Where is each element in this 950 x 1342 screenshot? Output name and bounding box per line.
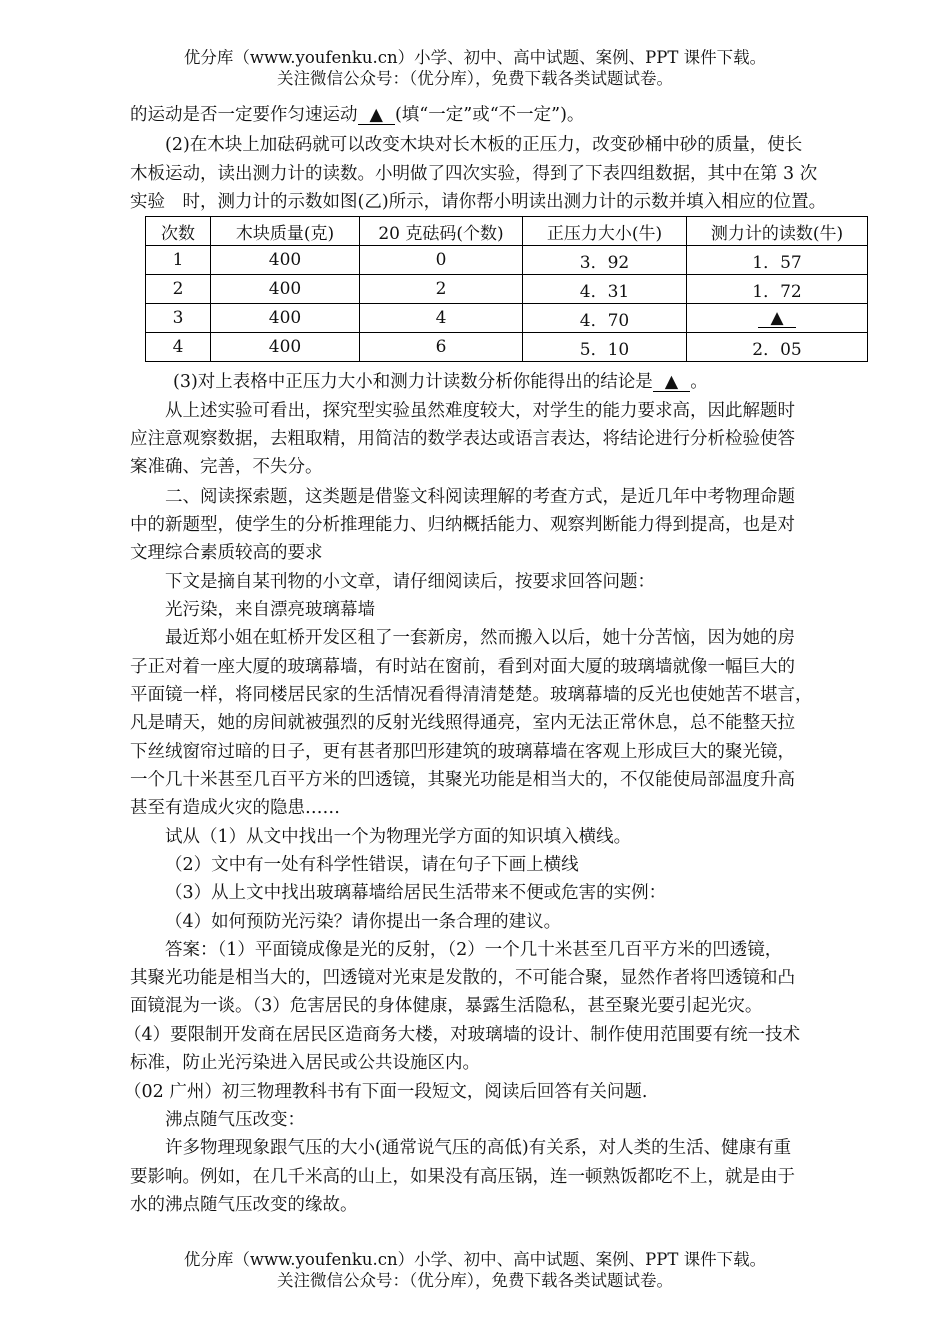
header-line-2: 关注微信公众号：（优分库），免费下载各类试题试卷。 [277, 69, 673, 88]
question-2: （2）文中有一处有科学性错误，请在句子下画上横线 [165, 855, 579, 875]
footer-line-2: 关注微信公众号：（优分库），免费下载各类试题试卷。 [277, 1271, 673, 1290]
article-line-1: 最近郑小姐在虹桥开发区租了一套新房，然而搬入以后，她十分苦恼，因为她的房 [165, 628, 795, 648]
gz-line-1: 许多物理现象跟气压的大小(通常说气压的高低)有关系，对人类的生活、健康有重 [165, 1138, 792, 1158]
footer-line-1: 优分库（www.youfenku.cn）小学、初中、高中试题、案例、PPT 课件下载。 [183, 1250, 767, 1269]
section2-line-3: 文理综合素质较高的要求 [130, 543, 323, 563]
q3-answer-blank: ▲ [653, 373, 690, 392]
question-3: （3）从上文中找出玻璃幕墙给居民生活带来不便或危害的实例： [165, 883, 667, 903]
table-row [146, 333, 868, 362]
section2-line-1: 二、阅读探索题，这类题是借鉴文科阅读理解的考查方式，是近几年中考物理命题 [165, 487, 795, 507]
table-cell: 3．92 [523, 246, 687, 275]
table-cell: 4 [146, 333, 211, 362]
intro-line: 下文是摘自某刊物的小文章，请仔细阅读后，按要求回答问题： [165, 572, 655, 592]
table-cell: 4．31 [523, 275, 687, 304]
q2-line-1: (2)在木块上加砝码就可以改变木块对长木板的正压力，改变砂桶中砂的质量，使长 [165, 135, 803, 155]
table-cell: 2 [360, 275, 523, 304]
article-line-3: 平面镜一样，将同楼居民家的生活情况看得清清楚楚。玻璃幕墙的反光也使她苦不堪言， [130, 685, 813, 705]
q1-text-post: (填“一定”或“不一定”)。 [394, 105, 585, 125]
q3-line [173, 371, 708, 393]
data-table [145, 216, 868, 362]
table-header-cell: 测力计的读数(牛) [687, 217, 868, 246]
answer-line-1: 答案：（1）平面镜成像是光的反射，（2）一个几十米甚至几百平方米的凹透镜， [165, 940, 783, 960]
answer-line-5: 标准，防止光污染进入居民或公共设施区内。 [130, 1053, 480, 1073]
table-cell: 4 [360, 304, 523, 333]
table-cell: 1．72 [687, 275, 868, 304]
reading-answer-blank: ▲ [758, 309, 795, 328]
table-header-cell: 次数 [146, 217, 211, 246]
article-line-2: 子正对着一座大厦的玻璃幕墙，有时站在窗前，看到对面大厦的玻璃墙就像一幅巨大的 [130, 657, 795, 677]
table-cell: 5．10 [523, 333, 687, 362]
question-4: （4）如何预防光污染？请你提出一条合理的建议。 [165, 912, 562, 932]
article-line-4: 凡是晴天，她的房间就被强烈的反射光线照得通亮，室内无法正常休息，总不能整天拉 [130, 713, 795, 733]
section2-line-2: 中的新题型，使学生的分析推理能力、归纳概括能力、观察判断能力得到提高，也是对 [130, 515, 795, 535]
table-cell: 400 [211, 333, 360, 362]
table-cell: 4．70 [523, 304, 687, 333]
gz-intro: （02 广州）初三物理教科书有下面一段短文，阅读后回答有关问题. [124, 1082, 648, 1102]
table-cell: 6 [360, 333, 523, 362]
summary-line-1: 从上述实验可看出，探究型实验虽然难度较大，对学生的能力要求高，因此解题时 [165, 401, 795, 421]
table-header-row [146, 217, 868, 246]
table-cell: 3 [146, 304, 211, 333]
q2-line-3: 实验 时，测力计的示数如图(乙)所示，请你帮小明读出测力计的示数并填入相应的位置。 [130, 192, 827, 212]
table-cell: 1．57 [687, 246, 868, 275]
answer-line-3: 面镜混为一谈。（3）危害居民的身体健康，暴露生活隐私，甚至聚光要引起光灾。 [130, 996, 763, 1016]
table-row [146, 246, 868, 275]
summary-line-3: 案准确、完善，不失分。 [130, 457, 323, 477]
q2-line-2: 木板运动，读出测力计的读数。小明做了四次实验，得到了下表四组数据，其中在第 3 次 [130, 164, 818, 184]
article-line-7: 甚至有造成火灾的隐患…… [130, 798, 340, 818]
table-row [146, 275, 868, 304]
header-line-1: 优分库（www.youfenku.cn）小学、初中、高中试题、案例、PPT 课件下载。 [183, 48, 767, 67]
table-header-cell: 木块质量(克) [211, 217, 360, 246]
gz-title: 沸点随气压改变： [165, 1110, 305, 1130]
summary-line-2: 应注意观察数据，去粗取精，用简洁的数学表达或语言表达，将结论进行分析检验使答 [130, 429, 795, 449]
gz-line-2: 要影响。例如，在几千米高的山上，如果没有高压锅，连一顿熟饭都吃不上，就是由于 [130, 1167, 795, 1187]
answer-line-2: 其聚光功能是相当大的，凹透镜对光束是发散的，不可能合聚，显然作者将凹透镜和凸 [130, 968, 795, 988]
table-cell: 2 [146, 275, 211, 304]
question-1: 试从（1）从文中找出一个为物理光学方面的知识填入横线。 [165, 827, 632, 847]
gz-line-3: 水的沸点随气压改变的缘故。 [130, 1195, 358, 1215]
article-line-6: 一个几十米甚至几百平方米的凹透镜，其聚光功能是相当大的，不仅能使局部温度升高 [130, 770, 795, 790]
table-cell: 2．05 [687, 333, 868, 362]
table-cell: 400 [211, 246, 360, 275]
table-header-cell: 正压力大小(牛) [523, 217, 687, 246]
table-row [146, 304, 868, 333]
q1-answer-blank: ▲ [358, 106, 395, 125]
table-cell: 1 [146, 246, 211, 275]
answer-line-4: （4）要限制开发商在居民区造商务大楼，对玻璃墙的设计、制作使用范围要有统一技术 [124, 1025, 801, 1045]
q1-line [130, 104, 584, 126]
table-cell: 0 [360, 246, 523, 275]
table-cell: 400 [211, 275, 360, 304]
table-cell-blank [687, 304, 868, 333]
table-cell: 400 [211, 304, 360, 333]
q3-text-pre: (3)对上表格中正压力大小和测力计读数分析你能得出的结论是 [173, 372, 653, 392]
q1-text-pre: 的运动是否一定要作匀速运动 [130, 105, 358, 125]
article-title: 光污染，来自漂亮玻璃幕墙 [165, 600, 375, 620]
table-header-cell: 20 克砝码(个数) [360, 217, 523, 246]
q3-text-post: 。 [690, 372, 708, 392]
article-line-5: 下丝绒窗帘过暗的日子，更有甚者那凹形建筑的玻璃幕墙在客观上形成巨大的聚光镜， [130, 742, 795, 762]
